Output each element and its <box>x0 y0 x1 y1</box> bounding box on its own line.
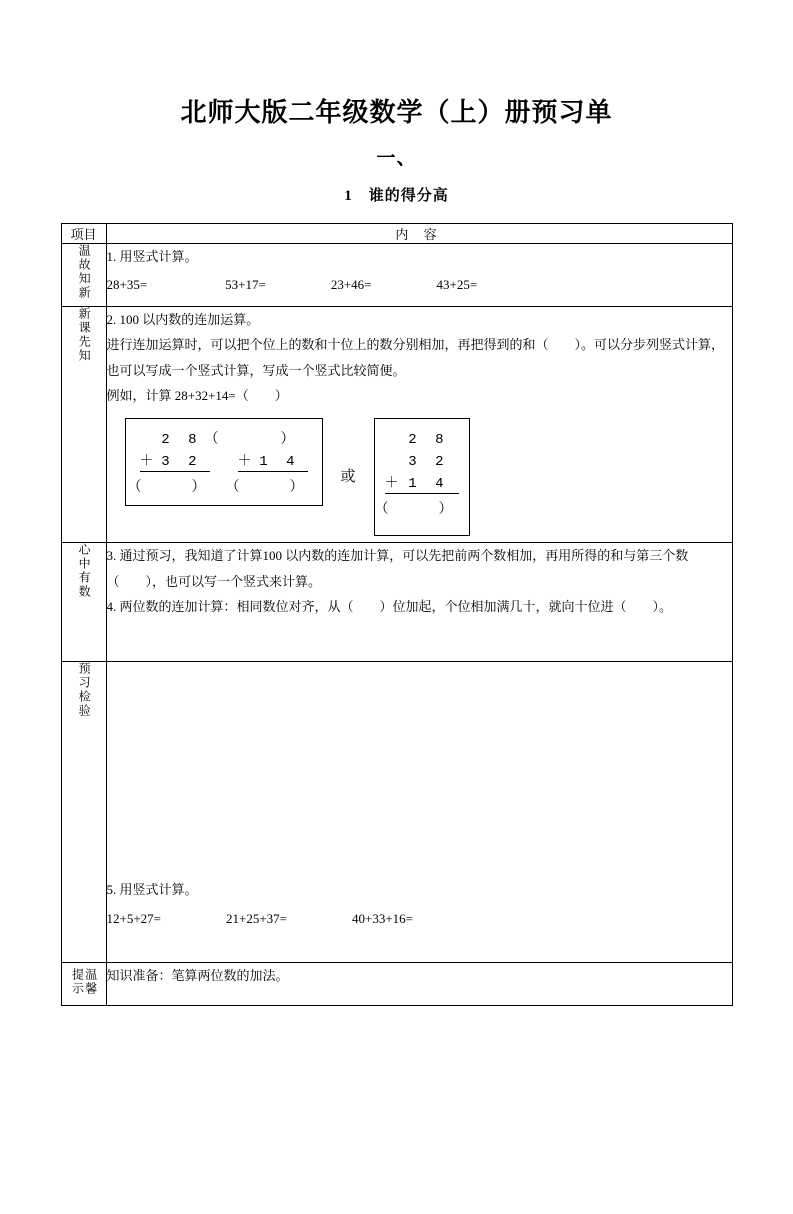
combined-sum-blank: （ ） <box>374 502 455 519</box>
header-cell-item: 项目 <box>61 224 106 244</box>
second-addend-1: （ ） <box>204 432 300 449</box>
row-label-newlesson-text: 新课先知 <box>77 307 92 363</box>
tip-line-1: 知识准备：笔算两位数的加法。 <box>106 968 289 984</box>
lesson-heading: 1 谁的得分高 <box>344 188 449 204</box>
unit-heading: 一、 <box>376 148 417 169</box>
preview-sheet-table <box>61 223 733 1006</box>
vertical-box-combined <box>374 418 470 536</box>
row-label-check <box>61 662 106 963</box>
row-content-newlesson <box>106 307 732 543</box>
table-row <box>61 543 732 662</box>
first-sum-rule <box>140 471 210 472</box>
confidence-line-1: 3. 通过预习，我知道了计算100 以内数的连加计算，可以先把前两个数相加，再用所得的和与第三个数（ ），也可以写一个竖式来计算。 <box>106 548 689 589</box>
combined-addend-1: 2 8 <box>408 432 449 449</box>
check-block <box>107 662 732 931</box>
page-title: 北师大版二年级数学（上）册预习单 <box>180 98 613 128</box>
table-row <box>61 307 732 543</box>
newlesson-line-1: 2. 100 以内数的连加运算。 <box>106 312 260 327</box>
check-line-1: 5. 用竖式计算。 <box>106 882 198 898</box>
row-label-confidence-text: 心中有数 <box>77 543 92 600</box>
worksheet-page <box>0 92 793 1214</box>
row-content-review <box>106 244 732 307</box>
vertical-column-second <box>204 419 322 505</box>
vertical-calculation-group <box>125 418 732 536</box>
table-row <box>61 244 732 307</box>
vertical-box-left-pair <box>125 418 323 506</box>
check-exercises: 12+5+27= 21+25+37= 40+33+16= <box>106 910 413 926</box>
review-exercises: 28+35= 53+17= 23+46= 43+25= <box>106 277 478 293</box>
row-label-confidence <box>61 543 106 662</box>
row-label-check-text: 预习检验 <box>77 662 92 719</box>
second-sum-blank: （ ） <box>225 480 306 497</box>
header-cell-content: 内 容 <box>106 224 732 244</box>
table-row <box>61 662 732 963</box>
first-addend-2: 3 2 <box>161 454 202 471</box>
review-line-1: 1. 用竖式计算。 <box>106 249 198 264</box>
plus-sign-icon: ＋ <box>139 454 154 471</box>
plus-sign-icon: ＋ <box>384 476 399 493</box>
plus-sign-icon: ＋ <box>237 454 252 471</box>
second-addend-2: 1 4 <box>259 454 300 471</box>
first-sum-blank: （ ） <box>127 480 208 497</box>
second-sum-rule <box>238 471 308 472</box>
row-label-review <box>61 244 106 307</box>
or-label: 或 <box>340 469 356 486</box>
combined-sum-rule <box>385 493 459 494</box>
row-label-review-text: 温故知新 <box>77 244 92 300</box>
newlesson-line-2: 进行连加运算时，可以把个位上的数和十位上的数分别相加，再把得到的和（ ）。可以分步列竖式计算，也可以写成一个竖式计算，写成一个竖式比较简便。 <box>106 337 725 378</box>
row-label-tip <box>61 963 106 1006</box>
row-label-tip-text: 温馨提示 <box>70 968 98 997</box>
combined-addend-2: 3 2 <box>408 454 449 471</box>
combined-addend-3: 1 4 <box>408 476 449 493</box>
first-addend-1: 2 8 <box>161 432 202 449</box>
row-content-confidence <box>106 543 732 662</box>
newlesson-line-3: 例如，计算 28+32+14=（ ） <box>106 388 288 404</box>
row-content-tip <box>106 963 732 1006</box>
confidence-line-2: 4. 两位数的连加计算：相同数位对齐，从（ ）位加起，个位相加满几十，就向十位进（ ）。 <box>106 599 673 615</box>
table-header-row <box>61 224 732 244</box>
row-content-check <box>106 662 732 963</box>
row-label-newlesson <box>61 307 106 543</box>
table-row <box>61 963 732 1006</box>
